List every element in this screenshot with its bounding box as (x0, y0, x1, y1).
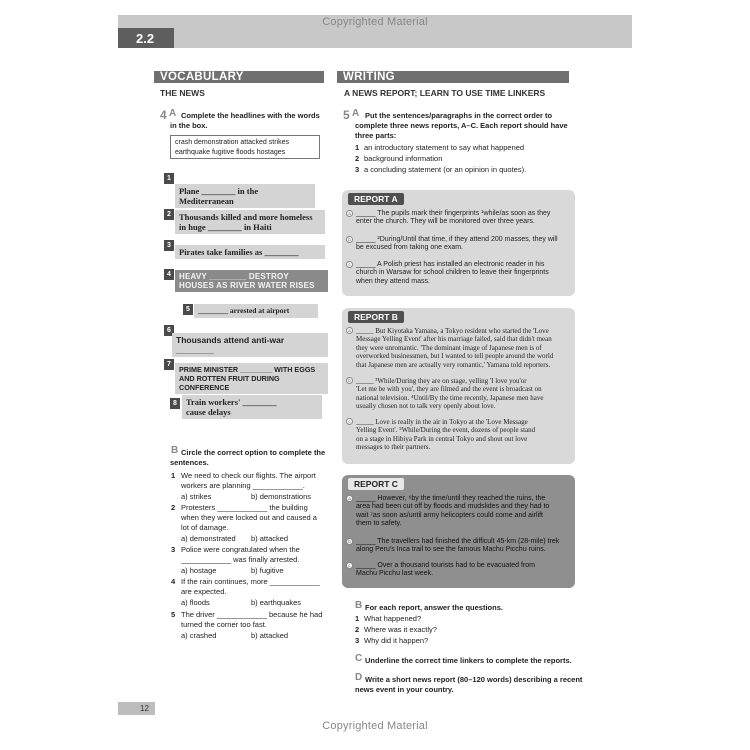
instruction-line: Write a short news report (80–120 words) describing a recent (365, 675, 583, 684)
item-text: ____________ was finally arrested. (181, 555, 300, 564)
instruction-line: three parts: (355, 131, 397, 140)
option-a[interactable]: a) strikes (181, 492, 212, 501)
marker-c-icon: c (346, 562, 353, 569)
report-line: them to safety. (356, 520, 402, 528)
report-paragraph[interactable] (356, 327, 572, 369)
item-text: when they were locked out and caused a (181, 513, 317, 522)
exercise-letter: C (355, 653, 363, 664)
report-line: usually chosen not to talk very openly about love. (356, 402, 496, 411)
question-number: 2 (355, 625, 360, 634)
instruction-line: sentences. (170, 458, 209, 467)
report-paragraph[interactable] (356, 538, 572, 555)
headline (182, 395, 322, 419)
exercise-letter: D (355, 672, 363, 683)
headline-text: PRIME MINISTER ________ WITH EGGS (179, 365, 316, 374)
instruction-line: Underline the correct time linkers to complete the reports. (365, 656, 572, 665)
report-paragraph[interactable] (356, 495, 572, 529)
report-line: wait ⁷as soon as/until army helicopters could come and airlift (356, 511, 543, 519)
headline (175, 363, 328, 394)
report-line: along Peru's Inca trail to see the famous Machu Picchu ruins. (356, 546, 546, 554)
question-number: 3 (355, 636, 360, 645)
item-text: If the rain continues, more ____________ (181, 577, 320, 586)
instruction-line: complete three news reports, A–C. Each report should have (355, 121, 568, 130)
headline-number: 1 (164, 173, 174, 184)
exercise-letter: A (352, 108, 360, 119)
word-box-line: crash demonstration attacked strikes (175, 139, 289, 146)
option-b[interactable]: b) attacked (251, 631, 289, 640)
marker-a-icon: a (346, 210, 353, 217)
headline-number: 3 (164, 240, 174, 251)
headline-text: HEAVY ________ DESTROY (179, 272, 289, 281)
item-text: We need to check our flights. The airport (181, 471, 316, 480)
item-number: 3 (171, 545, 176, 554)
item-text: turned the corner too fast. (181, 620, 267, 629)
headline (172, 333, 328, 357)
question-text: Why did it happen? (364, 636, 429, 645)
exercise-number: 5 (343, 108, 350, 122)
headline (175, 270, 328, 292)
part-text: an introductory statement to say what happened (364, 143, 525, 152)
report-line: when they attend mass. (356, 277, 430, 285)
headline (175, 184, 315, 208)
question-text: What happened? (364, 614, 422, 623)
report-title: REPORT A (348, 193, 404, 205)
report-paragraph[interactable] (356, 418, 572, 452)
report-line: _____ However, ⁶by the time/until they reached the ruins, the (356, 495, 546, 502)
item-text: lot of damage. (181, 523, 229, 532)
report-line: they were unromantic. 'The dominant image of Japanese men is of (356, 343, 542, 352)
exercise-letter: A (169, 108, 177, 119)
report-line: overworked businessmen, but I wanted to tell people around the world (356, 352, 554, 361)
headline (175, 245, 325, 259)
report-line: church in Warsaw for school children to leave their fingerprints (356, 269, 549, 277)
part-number: 1 (355, 143, 360, 152)
headline-text: Plane ________ in the Mediterranean (179, 186, 259, 206)
headline (194, 304, 318, 318)
marker-c-icon: c (346, 418, 353, 425)
report-paragraph[interactable] (356, 377, 572, 411)
report-line: _____ Over a thousand tourists had to be evacuated from (356, 562, 536, 569)
writing-heading: WRITING (337, 71, 569, 83)
headline-number: 7 (164, 359, 174, 370)
exercise-letter: B (355, 600, 363, 611)
headline-number: 4 (164, 269, 174, 280)
option-a[interactable]: a) floods (181, 598, 210, 607)
headline-number: 5 (183, 304, 193, 315)
exercise-letter: B (171, 445, 179, 456)
marker-b-icon: b (346, 538, 353, 545)
report-line: Message Yelling Event' after his marriage failed, said that didn't mean (356, 335, 552, 344)
report-line: _____ ³While/During they are on stage, yelling 'I love you'or (356, 377, 527, 385)
report-line: _____ The pupils mark their fingerprints ¹while/as soon as they (356, 210, 551, 217)
report-line: be excused from taking one exam. (356, 244, 464, 252)
word-box (170, 135, 320, 159)
instruction-line: in the box. (170, 121, 208, 130)
item-number: 1 (171, 471, 176, 480)
report-line: enter the church. They will be monitored over three years. (356, 218, 535, 226)
item-text: are expected. (181, 587, 227, 596)
watermark-top: Copyrighted Material (322, 16, 428, 28)
option-a[interactable]: a) hostage (181, 566, 217, 575)
marker-a-icon: a (346, 495, 353, 502)
headline-text: in huge ________ in Haiti (179, 222, 272, 232)
option-a[interactable]: a) demonstrated (181, 534, 236, 543)
part-number: 2 (355, 154, 360, 163)
headline-text: cause delays (186, 407, 231, 417)
report-title: REPORT C (348, 478, 404, 490)
instruction-line: news event in your country. (355, 685, 454, 694)
report-line: _____ The travellers had finished the difficult 45-km (28-mile) trek (356, 538, 560, 545)
instruction-line: Circle the correct option to complete the (181, 448, 326, 457)
headline-text: Thousands killed and more homeless (179, 212, 313, 222)
option-b[interactable]: b) attacked (251, 534, 289, 543)
part-text: a concluding statement (or an opinion in quotes). (364, 165, 527, 174)
option-b[interactable]: b) earthquakes (251, 598, 302, 607)
marker-b-icon: b (346, 377, 353, 384)
headline-text: ________ arrested at airport (198, 306, 290, 315)
item-number: 4 (171, 577, 176, 586)
headline-text: Train workers' ________ (186, 397, 277, 407)
item-text: workers are planning ____________. (181, 481, 305, 490)
exercise-number: 4 (160, 108, 167, 122)
marker-a-icon: a (346, 327, 353, 334)
report-line: Machu Picchu last week. (356, 570, 434, 578)
page-number: 12 (118, 702, 155, 715)
report-line: _____ A Polish priest has installed an electronic reader in his (356, 261, 545, 268)
report-line: area had been cut off by floods and mudslides and they had to (356, 503, 550, 511)
writing-subheading: A NEWS REPORT; LEARN TO USE TIME LINKERS (344, 88, 546, 98)
headline-text: Thousands attend anti-war ________ (176, 335, 285, 355)
headline-text: AND ROTTEN FRUIT DURING CONFERENCE (179, 374, 280, 392)
report-line: national television. ⁴Until/By the time recently, Japanese men have (356, 393, 544, 402)
option-a[interactable]: a) crashed (181, 631, 217, 640)
vocabulary-subheading: THE NEWS (160, 88, 205, 98)
instruction-line: Complete the headlines with the words (181, 111, 320, 120)
word-box-line: earthquake fugitive floods hostages (175, 148, 286, 156)
option-b[interactable]: b) fugitive (251, 566, 284, 575)
report-line: that Japanese men are actually very romantic,' Yamana told reporters. (356, 360, 551, 369)
item-number: 5 (171, 610, 176, 619)
report-paragraph[interactable] (356, 562, 572, 579)
item-text: The driver ____________ because he had (181, 610, 323, 619)
headline-number: 8 (170, 398, 180, 409)
report-line: _____ ²During/Until that time, if they attend 200 masses, they will (356, 236, 558, 243)
report-line: 'Let me be with you', they are filmed and the event is broadcast on (356, 385, 542, 394)
item-number: 2 (171, 503, 176, 512)
question-number: 1 (355, 614, 360, 623)
report-line: on a stage in Hibiya Park in central Tokyo and shout out love (356, 434, 528, 443)
instruction-line: Put the sentences/paragraphs in the correct order to (365, 111, 553, 120)
headline (175, 210, 325, 234)
option-b[interactable]: b) demonstrations (251, 492, 312, 501)
watermark-bottom: Copyrighted Material (322, 720, 428, 732)
report-line: _____ Love is really in the air in Tokyo at the 'Love Message (356, 418, 528, 426)
report-paragraph[interactable] (356, 236, 572, 253)
headline-text: HOUSES AS RIVER WATER RISES (179, 281, 315, 290)
part-text: background information (364, 154, 443, 163)
vocabulary-heading: VOCABULARY (154, 71, 324, 83)
report-title: REPORT B (348, 311, 404, 323)
headline-number: 2 (164, 209, 174, 220)
chapter-number: 2.2 (118, 28, 174, 48)
headline-number: 6 (164, 325, 174, 336)
report-paragraph[interactable] (356, 261, 572, 286)
item-text: Police were congratulated when the (181, 545, 300, 554)
part-number: 3 (355, 165, 360, 174)
instruction-line: For each report, answer the questions. (365, 603, 503, 612)
marker-b-icon: b (346, 236, 353, 243)
report-paragraph[interactable] (356, 210, 572, 227)
marker-c-icon: c (346, 261, 353, 268)
report-line: Yelling Event'. ⁵While/During the event, dozens of people stand (356, 426, 536, 435)
item-text: Protesters ____________ the building (181, 503, 308, 512)
report-line: messages to their partners. (356, 443, 431, 452)
question-text: Where was it exactly? (364, 625, 437, 634)
headline-text: Pirates take families as ________ (179, 247, 299, 257)
report-line: _____ But Kiyotaka Yamana, a Tokyo resident who started the 'Love (356, 327, 549, 335)
